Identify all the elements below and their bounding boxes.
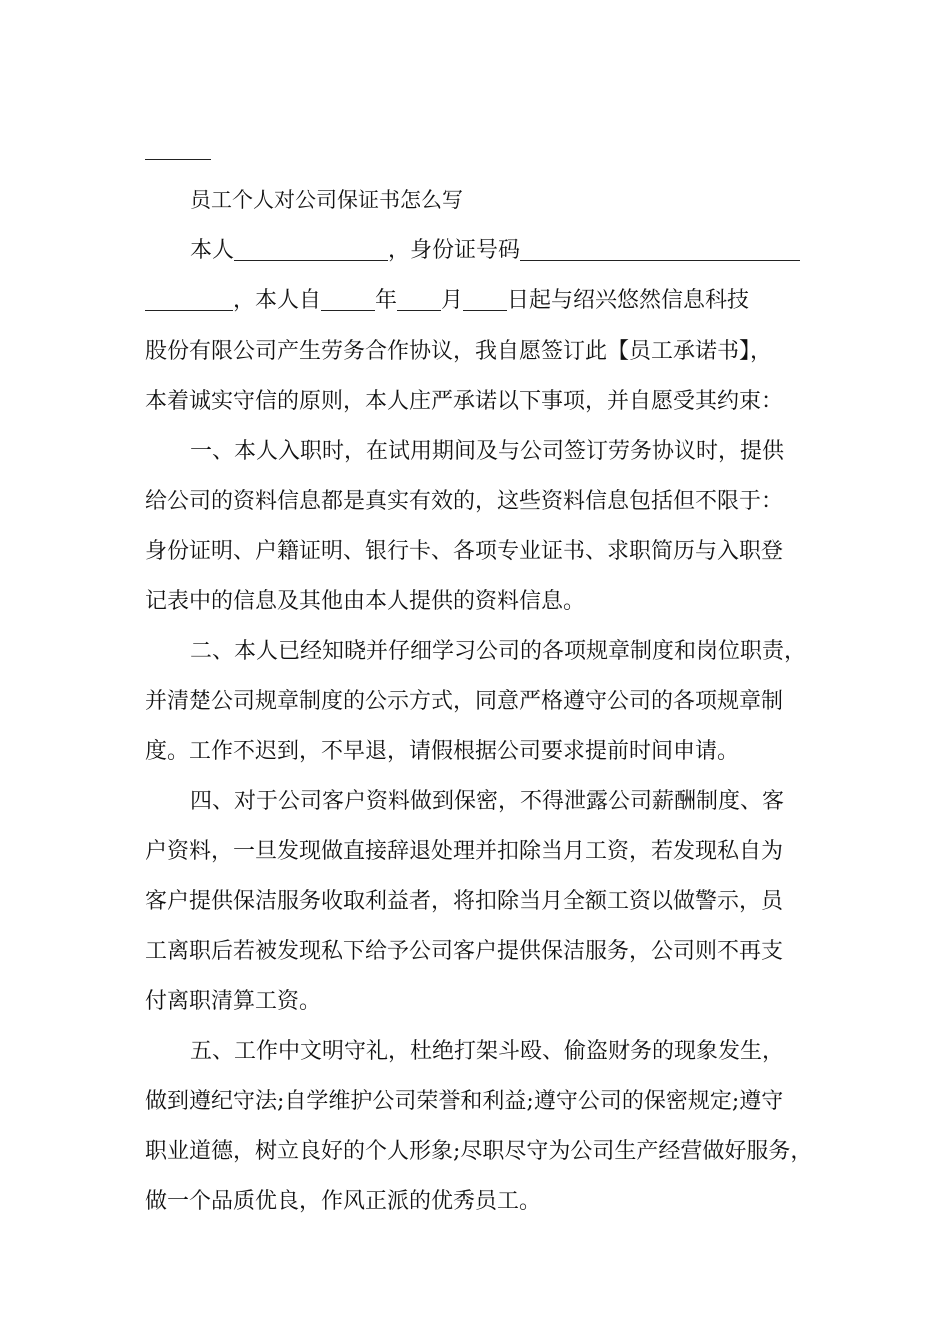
clause-4-line: 付离职清算工资。 bbox=[145, 989, 322, 1014]
clause-4-line: 户资料，一旦发现做直接辞退处理并扣除当月工资，若发现私自为 bbox=[145, 839, 784, 864]
day-blank bbox=[463, 288, 507, 311]
year-blank bbox=[321, 288, 375, 311]
clause-5-line: 做到遵纪守法;自学维护公司荣誉和利益;遵守公司的保密规定;遵守 bbox=[145, 1089, 784, 1114]
id-number-blank bbox=[520, 238, 800, 261]
clause-5-line: 职业道德，树立良好的个人形象;尽职尽守为公司生产经营做好服务， bbox=[145, 1139, 813, 1164]
clause-2-line: 二、本人已经知晓并仔细学习公司的各项规章制度和岗位职责， bbox=[190, 639, 807, 664]
top-rule bbox=[145, 159, 211, 160]
clause-1-line: 给公司的资料信息都是真实有效的，这些资料信息包括但不限于： bbox=[145, 489, 784, 514]
month-blank bbox=[397, 288, 441, 311]
intro-text: 本人 bbox=[190, 238, 235, 263]
clause-1-line: 记表中的信息及其他由本人提供的资料信息。 bbox=[145, 589, 586, 614]
intro-text: ，本人自 bbox=[233, 288, 322, 313]
clause-1-line: 一、本人入职时，在试用期间及与公司签订劳务协议时，提供 bbox=[190, 439, 785, 464]
clause-2-line: 度。工作不迟到，不早退，请假根据公司要求提前时间申请。 bbox=[145, 739, 740, 764]
intro-text: ，身份证号码 bbox=[388, 238, 521, 263]
intro-text: 日起与绍兴悠然信息科技 bbox=[507, 288, 750, 313]
clause-2-line: 并清楚公司规章制度的公示方式，同意严格遵守公司的各项规章制 bbox=[145, 689, 784, 714]
intro-line-3: 股份有限公司产生劳务合作协议，我自愿签订此【员工承诺书】， bbox=[145, 339, 773, 364]
clause-4-line: 工离职后若被发现私下给予公司客户提供保洁服务，公司则不再支 bbox=[145, 939, 784, 964]
clause-4-line: 四、对于公司客户资料做到保密，不得泄露公司薪酬制度、客 bbox=[190, 789, 785, 814]
clause-1-line: 身份证明、户籍证明、银行卡、各项专业证书、求职简历与入职登 bbox=[145, 539, 784, 564]
clause-5-line: 做一个品质优良，作风正派的优秀员工。 bbox=[145, 1189, 542, 1214]
clause-5-line: 五、工作中文明守礼，杜绝打架斗殴、偷盗财务的现象发生， bbox=[190, 1039, 785, 1064]
intro-text: 月 bbox=[441, 288, 464, 313]
document-title: 员工个人对公司保证书怎么写 bbox=[190, 188, 463, 212]
id-number-blank-cont bbox=[145, 288, 233, 311]
clause-4-line: 客户提供保洁服务收取利益者，将扣除当月全额工资以做警示，员 bbox=[145, 889, 784, 914]
intro-line-1 bbox=[190, 236, 800, 266]
intro-line-2 bbox=[145, 286, 749, 316]
intro-line-4: 本着诚实守信的原则，本人庄严承诺以下事项，并自愿受其约束： bbox=[145, 389, 784, 414]
intro-text: 年 bbox=[375, 288, 398, 313]
name-blank bbox=[234, 238, 388, 261]
